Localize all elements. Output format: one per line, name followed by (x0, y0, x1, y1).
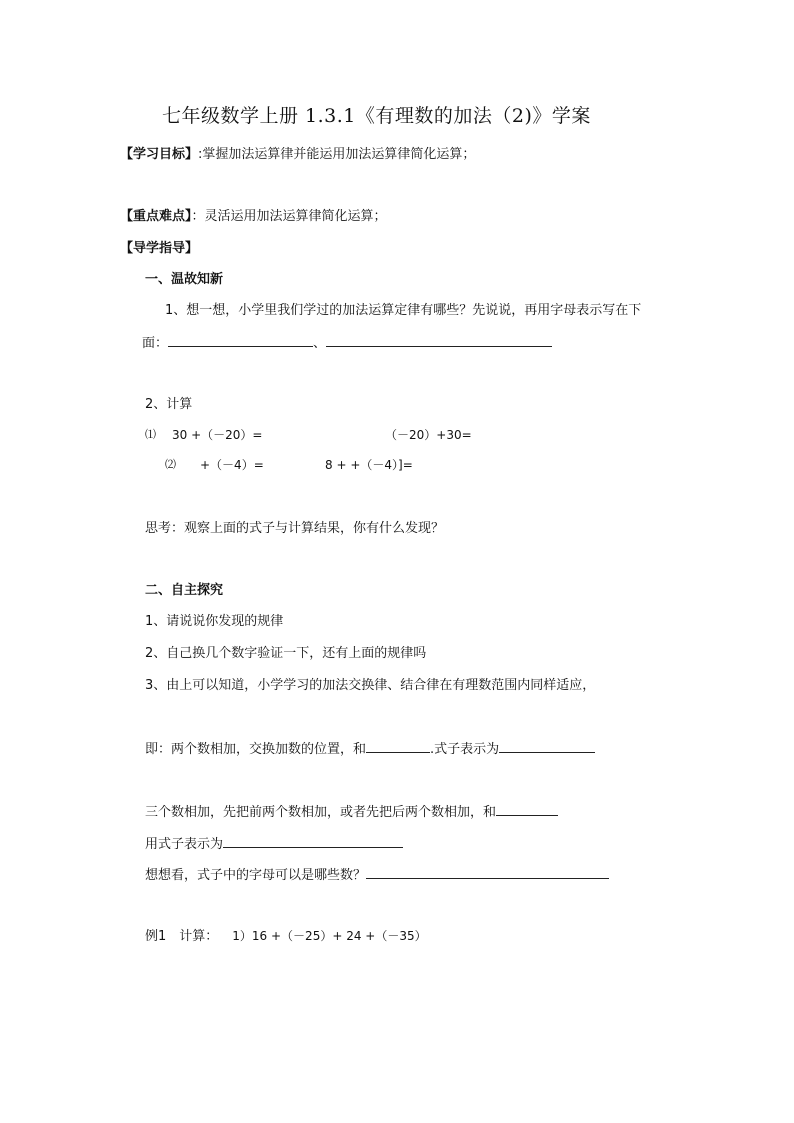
question1-line2 (142, 333, 552, 353)
question1-prefix: 面： (142, 336, 169, 351)
think-question: 思考：观察上面的式子与计算结果，你有什么发现？ (145, 521, 445, 536)
commutative-text-a: 即：两个数相加，交换加数的位置，和 (145, 742, 367, 757)
objectives-text: :掌握加法运算律并能运用加法运算律简化运算； (198, 147, 476, 162)
explore-item-2: 2、自己换几个数字验证一下，还有上面的规律吗 (145, 646, 427, 661)
question1-separator: 、 (313, 336, 327, 351)
example-label: 例1 计算： (145, 929, 219, 944)
letters-line (145, 865, 609, 885)
calc1-number: ⑴ (145, 428, 156, 441)
formula-line (145, 834, 403, 854)
letters-question: 想想看，式子中的字母可以是哪些数？ (145, 868, 367, 883)
commutative-text-b: .式子表示为 (430, 742, 500, 757)
example-expression: 1）16 +（－25）+ 24 +（－35） (232, 929, 427, 943)
associative-line (145, 802, 558, 822)
calc1-expr-a: 30 +（－20）= (172, 428, 263, 442)
section2-heading: 二、自主探究 (145, 583, 224, 598)
answer-blank-1[interactable] (168, 333, 313, 347)
associative-text: 三个数相加，先把前两个数相加，或者先把后两个数相加，和 (145, 805, 497, 820)
explore-item-3: 3、由上可以知道，小学学习的加法交换律、结合律在有理数范围内同样适应， (145, 678, 596, 693)
answer-blank-2[interactable] (326, 333, 552, 347)
letters-blank[interactable] (366, 865, 609, 879)
guide-label: 【导学指导】 (120, 241, 199, 256)
key-points-text: ：灵活运用加法运算律简化运算； (191, 209, 387, 224)
calc1-expr-b: （－20）+30= (385, 428, 472, 442)
section1-heading: 一、温故知新 (145, 272, 224, 287)
calc2-expr-a: +（－4）= (200, 458, 264, 472)
commutative-line (145, 739, 595, 759)
commutative-blank[interactable] (366, 739, 430, 753)
commutative-formula-blank[interactable] (499, 739, 595, 753)
question1-line1: 1、想一想，小学里我们学过的加法运算定律有哪些？先说说，再用字母表示写在下 (165, 303, 642, 318)
explore-item-1: 1、请说说你发现的规律 (145, 614, 284, 629)
formula-prefix: 用式子表示为 (145, 837, 224, 852)
learning-objectives (120, 146, 475, 164)
objectives-label: 【学习目标】 (120, 147, 199, 162)
associative-blank[interactable] (496, 802, 558, 816)
calc2-expr-b: 8 + +（－4）]= (325, 458, 413, 472)
calc2-number: ⑵ (165, 458, 176, 471)
key-points (120, 208, 387, 226)
associative-formula-blank[interactable] (223, 834, 403, 848)
key-points-label: 【重点难点】 (120, 209, 192, 224)
page-title: 七年级数学上册 1.3.1《有理数的加法（2)》学案 (162, 105, 591, 127)
example-1 (145, 927, 427, 946)
question2: 2、计算 (145, 397, 193, 412)
